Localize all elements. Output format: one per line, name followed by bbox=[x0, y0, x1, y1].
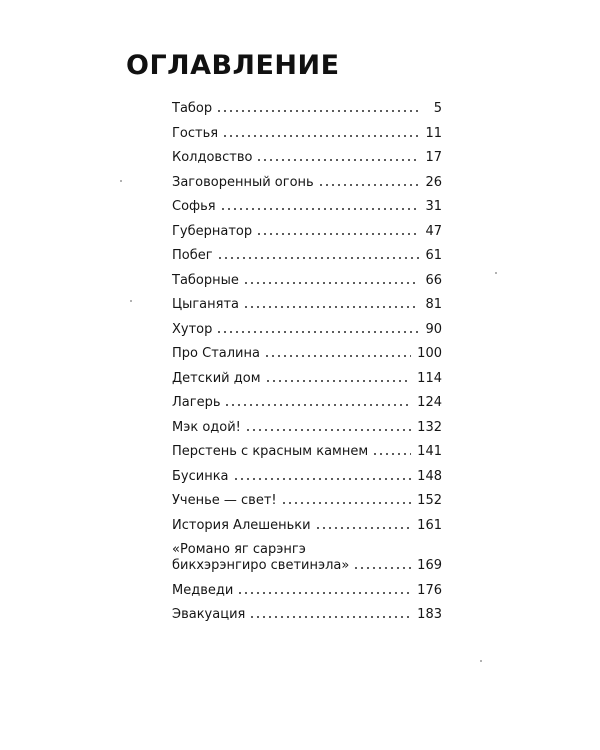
toc-entry-title: Цыганята bbox=[172, 297, 240, 312]
dot-leader bbox=[372, 453, 411, 455]
dot-leader bbox=[222, 135, 419, 137]
toc-entry[interactable] bbox=[172, 469, 442, 485]
toc-entry[interactable] bbox=[172, 607, 442, 623]
toc-entry-page: 47 bbox=[425, 223, 442, 239]
toc-entry-title: Бусинка bbox=[172, 468, 229, 484]
scan-speck bbox=[480, 660, 482, 662]
dot-leader bbox=[315, 527, 412, 529]
toc-entry-page: 90 bbox=[425, 321, 442, 337]
toc-entry[interactable] bbox=[172, 175, 442, 191]
dot-leader bbox=[217, 257, 420, 259]
toc-entry-page: 26 bbox=[425, 174, 442, 190]
dot-leader bbox=[243, 306, 419, 308]
toc-entry-title: Побег bbox=[172, 248, 213, 263]
toc-entry-page: 61 bbox=[425, 248, 442, 263]
toc-entry-page: 169 bbox=[417, 558, 442, 573]
toc-entry-page: 148 bbox=[417, 468, 442, 484]
toc-list bbox=[172, 101, 442, 632]
toc-entry[interactable] bbox=[172, 248, 442, 264]
toc-entry-page: 31 bbox=[425, 199, 442, 214]
scan-speck bbox=[120, 180, 122, 182]
toc-entry-page: 161 bbox=[417, 517, 442, 533]
toc-entry-page: 81 bbox=[425, 297, 442, 312]
toc-entry[interactable] bbox=[172, 273, 442, 289]
toc-entry-title: Таборные bbox=[172, 272, 239, 288]
toc-entry-title: Перстень с красным камнем bbox=[172, 444, 369, 459]
toc-entry-title: Эвакуация bbox=[172, 607, 246, 622]
toc-entry-page: 176 bbox=[417, 582, 442, 598]
toc-entry-title: Софья bbox=[172, 199, 216, 214]
toc-entry-title: Колдовство bbox=[172, 150, 253, 165]
toc-entry[interactable] bbox=[172, 199, 442, 215]
toc-entry-title: Губернатор bbox=[172, 223, 253, 239]
toc-entry-page: 124 bbox=[417, 395, 442, 410]
dot-leader bbox=[220, 208, 420, 210]
toc-entry[interactable] bbox=[172, 420, 442, 436]
scan-speck bbox=[130, 300, 132, 302]
toc-heading: ОГЛАВЛЕНИЕ bbox=[126, 50, 340, 81]
dot-leader bbox=[245, 429, 411, 431]
toc-entry-title: Хутор bbox=[172, 321, 213, 337]
toc-entry-page: 141 bbox=[417, 444, 442, 459]
toc-entry-title: Медведи bbox=[172, 582, 234, 598]
toc-entry[interactable] bbox=[172, 518, 442, 534]
toc-entry-title: Ученье — свет! bbox=[172, 493, 277, 508]
toc-entry[interactable] bbox=[172, 224, 442, 240]
dot-leader bbox=[249, 616, 411, 618]
toc-entry-title-line1: «Романо яг сарэнгэ bbox=[172, 542, 306, 557]
toc-entry[interactable] bbox=[172, 395, 442, 411]
dot-leader bbox=[353, 567, 411, 569]
toc-entry-page: 152 bbox=[417, 493, 442, 508]
toc-entry[interactable] bbox=[172, 493, 442, 509]
toc-entry-page: 132 bbox=[417, 419, 442, 435]
dot-leader bbox=[224, 404, 411, 406]
toc-entry-page: 183 bbox=[417, 607, 442, 622]
dot-leader bbox=[216, 110, 422, 112]
dot-leader bbox=[237, 592, 411, 594]
toc-entry[interactable] bbox=[172, 322, 442, 338]
dot-leader bbox=[281, 502, 412, 504]
toc-entry-page: 5 bbox=[433, 101, 442, 116]
toc-entry[interactable] bbox=[172, 297, 442, 313]
toc-entry-title: Табор bbox=[172, 101, 213, 116]
toc-entry[interactable] bbox=[172, 346, 442, 362]
toc-entry[interactable] bbox=[172, 126, 442, 142]
toc-entry-title: История Алешеньки bbox=[172, 517, 311, 533]
toc-entry-page: 100 bbox=[417, 346, 442, 361]
toc-entry[interactable] bbox=[172, 150, 442, 166]
dot-leader bbox=[243, 282, 420, 284]
toc-entry-page: 114 bbox=[417, 370, 442, 386]
toc-entry-page: 66 bbox=[425, 272, 442, 288]
toc-entry-title: Гостья bbox=[172, 125, 219, 141]
toc-entry[interactable] bbox=[172, 444, 442, 460]
dot-leader bbox=[216, 331, 419, 333]
dot-leader bbox=[233, 478, 412, 480]
dot-leader bbox=[256, 159, 419, 161]
toc-entry[interactable] bbox=[172, 583, 442, 599]
toc-entry-title: Про Сталина bbox=[172, 346, 260, 361]
dot-leader bbox=[318, 184, 420, 186]
toc-entry-page: 11 bbox=[425, 125, 442, 141]
dot-leader bbox=[264, 355, 411, 357]
toc-entry-title: Детский дом bbox=[172, 370, 261, 386]
toc-entry[interactable] bbox=[172, 371, 442, 387]
scan-speck bbox=[495, 272, 497, 274]
toc-entry-page: 17 bbox=[425, 150, 442, 165]
toc-entry-title-line2: бикхэрэнгиро светинэла» bbox=[172, 558, 350, 573]
toc-entry-title: Мэк одой! bbox=[172, 419, 241, 435]
toc-entry-title: Лагерь bbox=[172, 395, 221, 410]
toc-entry-title: Заговоренный огонь bbox=[172, 174, 314, 190]
toc-entry[interactable] bbox=[172, 101, 442, 117]
dot-leader bbox=[256, 233, 419, 235]
toc-entry[interactable] bbox=[172, 542, 442, 574]
dot-leader bbox=[265, 380, 412, 382]
